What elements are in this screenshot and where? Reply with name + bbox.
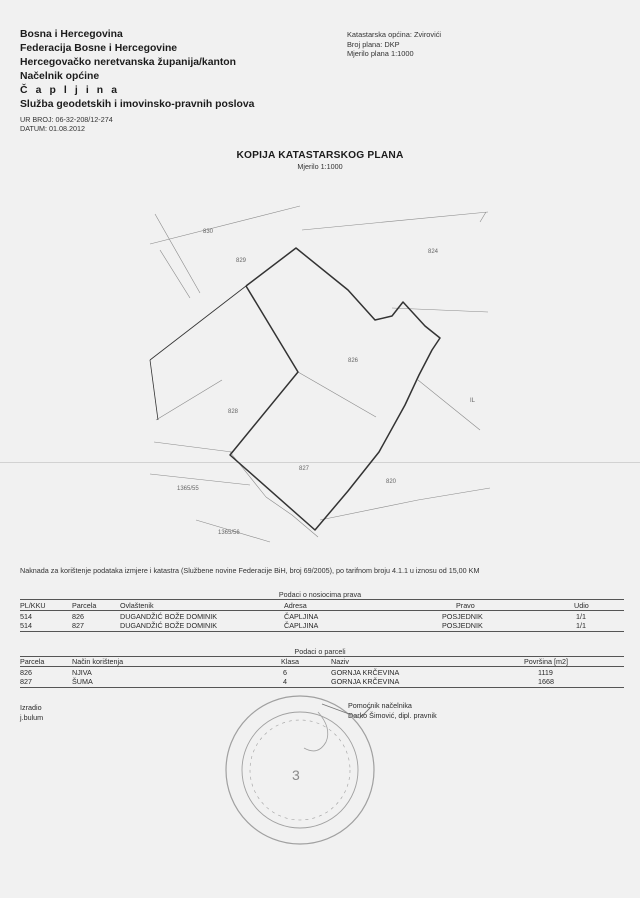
parcels-cell: ŠUMA	[72, 677, 93, 686]
stamp-outer-ring	[226, 696, 374, 844]
owners-header-parcela: Parcela	[72, 601, 97, 610]
parcels-cell: GORNJA KRČEVINA	[331, 677, 400, 686]
parcels-cell: GORNJA KRČEVINA	[331, 668, 400, 677]
parcels-cell: 827	[20, 677, 32, 686]
owners-cell: 1/1	[576, 621, 586, 630]
owners-cell: 514	[20, 621, 32, 630]
header-line: Federacija Bosne i Hercegovine	[20, 43, 178, 54]
parcel-label-1365-55: 1365/55	[177, 486, 199, 492]
owners-cell: POSJEDNIK	[442, 621, 483, 630]
owners-section-title: Podaci o nosiocima prava	[278, 590, 362, 599]
owners-cell: DUGANDŽIĆ BOŽE DOMINIK	[120, 621, 218, 630]
parcels-header-klasa: Klasa	[281, 657, 299, 666]
izradio-label: Izradio	[20, 703, 42, 712]
owners-cell: 514	[20, 612, 32, 621]
izradio-name: j.bulum	[20, 712, 44, 722]
parcel-label-1365-56: 1365/56	[218, 530, 240, 536]
signature-mark	[304, 712, 328, 751]
owners-cell: DUGANDŽIĆ BOŽE DOMINIK	[120, 612, 218, 621]
stamp-text-ring	[250, 720, 350, 820]
document-scale: Mjerilo 1:1000	[297, 162, 343, 171]
header-line: Bosna i Hercegovina	[20, 29, 123, 40]
stamp-number: 3	[292, 767, 300, 783]
katastarska-opcina: Katastarska općina: Zvirovići	[347, 30, 442, 39]
owners-header-pravo: Pravo	[456, 601, 475, 610]
parcels-section-title: Podaci o parceli	[294, 647, 346, 656]
header-line: Hercegovačko neretvanska županija/kanton	[20, 57, 236, 68]
parcel-label-830: 830	[203, 229, 214, 235]
pomocnik-name: Darko Šimović, dipl. pravnik	[348, 710, 437, 720]
header-line: Načelnik općine	[20, 71, 100, 82]
owners-cell: ČAPLJINA	[284, 621, 319, 630]
owners-header-plkku: PL/KKU	[20, 601, 46, 610]
header-line: Služba geodetskih i imovinsko-pravnih poslova	[20, 99, 255, 110]
parcels-header-povrsina: Površina [m2]	[524, 657, 568, 666]
parcels-cell: 4	[283, 677, 287, 686]
fee-note: Naknada za korištenje podataka izmjere i katastra (Službene novine Federacije BiH, broj 69/2005), po tarifnom broju 4.1.1 u iznosu od 15,00 KM	[20, 566, 480, 575]
pomocnik-title: Pomoćnik načelnika	[348, 701, 412, 710]
parcels-cell: 1668	[538, 677, 554, 686]
parcel-label-827: 827	[299, 466, 310, 472]
parcels-cell: 6	[283, 668, 287, 677]
datum: DATUM: 01.08.2012	[20, 124, 85, 133]
owners-header-ovlastenik: Ovlaštenik	[120, 601, 154, 610]
document-title: KOPIJA KATASTARSKOG PLANA	[236, 150, 404, 161]
parcel-label-828: 828	[228, 409, 239, 415]
road-label: IL	[470, 398, 476, 404]
parcel-label-826: 826	[348, 358, 359, 364]
parcels-header-naziv: Naziv	[331, 657, 349, 666]
parcel-label-820: 820	[386, 479, 397, 485]
signature-mark	[322, 704, 372, 718]
owners-cell: ČAPLJINA	[284, 612, 319, 621]
parcels-header-parcela: Parcela	[20, 657, 45, 666]
owners-header-adresa: Adresa	[284, 601, 307, 610]
owners-cell: 826	[72, 612, 84, 621]
parcel-label-824: 824	[428, 249, 439, 255]
broj-plana: Broj plana: DKP	[347, 39, 400, 49]
parcels-cell: NJIVA	[72, 668, 92, 677]
parcels-cell: 1119	[538, 668, 553, 677]
mjerilo-plana: Mjerilo plana 1:1000	[347, 49, 414, 59]
parcels-cell: 826	[20, 668, 32, 677]
ur-broj: UR BROJ: 06-32-208/12-274	[20, 115, 113, 124]
stamp-inner-ring	[242, 712, 358, 828]
owners-cell: 1/1	[576, 612, 586, 621]
owners-cell: 827	[72, 621, 84, 630]
parcel-label-829: 829	[236, 258, 247, 264]
owners-cell: POSJEDNIK	[442, 612, 483, 621]
owners-header-udio: Udio	[574, 601, 589, 610]
header-line: Č a p l j i n a	[20, 85, 120, 96]
parcels-header-nacin: Način korištenja	[72, 657, 124, 666]
